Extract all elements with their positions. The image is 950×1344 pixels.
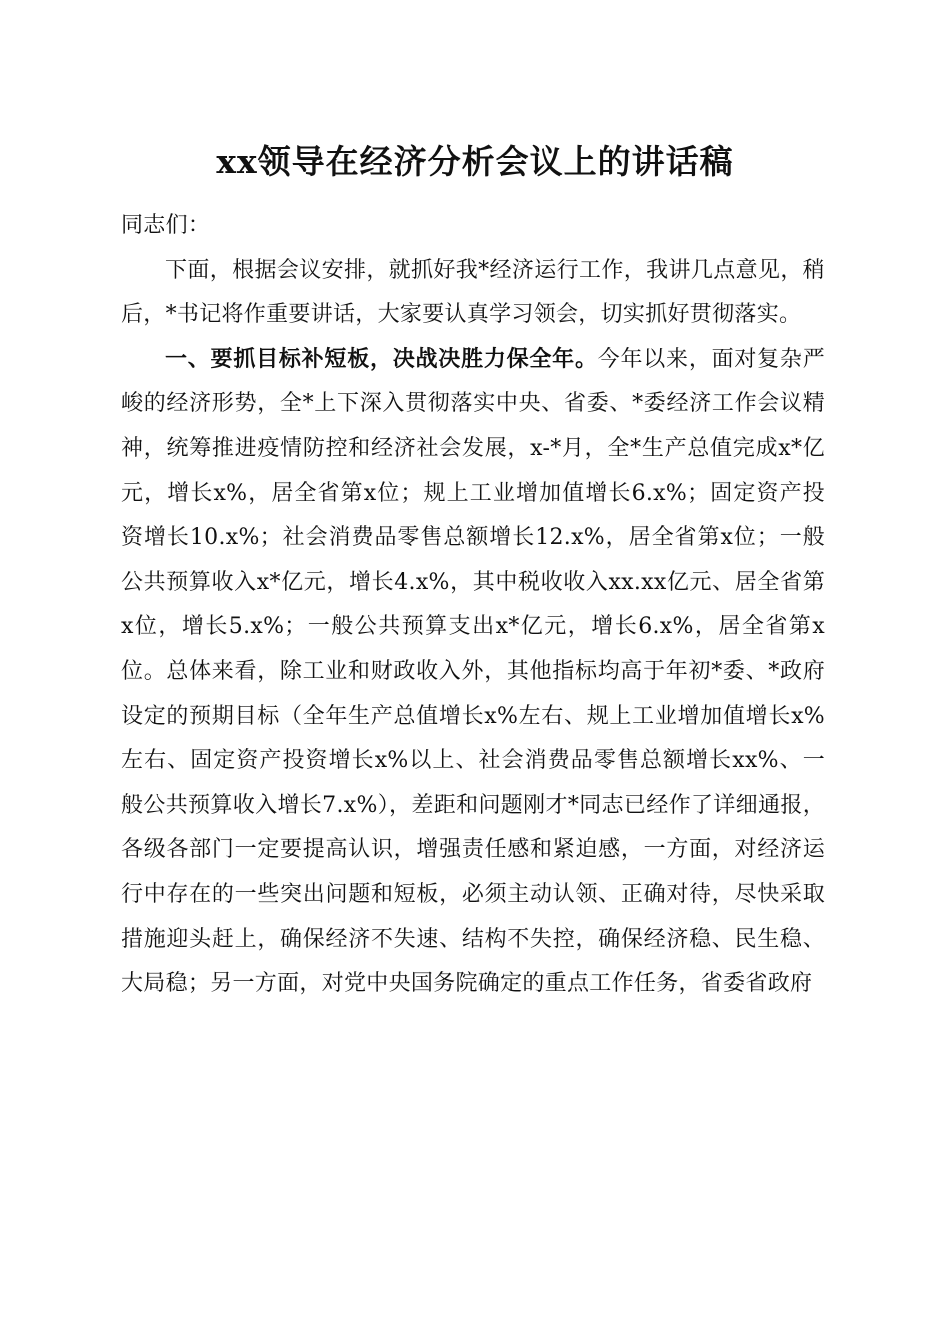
intro-paragraph: 下面，根据会议安排，就抓好我*经济运行工作，我讲几点意见，稍后，*书记将作重要讲话，大家要认真学习领会，切实抓好贯彻落实。 xyxy=(121,257,825,328)
section-1-heading: 一、要抓目标补短板，决战决胜力保全年。 xyxy=(165,346,598,372)
document-body xyxy=(121,204,825,1007)
document-title: xx领导在经济分析会议上的讲话稿 xyxy=(216,142,734,181)
section-1-paragraph xyxy=(121,338,825,1007)
salutation: 同志们： xyxy=(121,213,211,238)
section-1-text: 今年以来，面对复杂严峻的经济形势，全*上下深入贯彻落实中央、省委、*委经济工作会议精神，统筹推进疫情防控和经济社会发展，x-*月，全*生产总值完成x*亿元，增长x%，居全省第x位；规上工业增加值增长6.x%；固定资产投资增长10.x%；社会消费品零售总额增长12.x%，居全省第x位；一般公共预算收入x*亿元，增长4.x%，其中税收收入xx.xx亿元、居全省第x位，增长5.x%；一般公共预算支出x*亿元，增长6.x%，居全省第x位。总体来看，除工业和财政收入外，其他指标均高于年初*委、*政府设定的预期目标（全年生产总值增长x%左右、规上工业增加值增长x%左右、固定资产投资增长x%以上、社会消费品零售总额增长xx%、一般公共预算收入增长7.x%），差距和问题刚才*同志已经作了详细通报，各级各部门一定要提高认识，增强责任感和紧迫感，一方面，对经济运行中存在的一些突出问题和短板，必须主动认领、正确对待，尽快采取措施迎头赶上，确保经济不失速、结构不失控，确保经济稳、民生稳、大局稳；另一方面，对党中央国务院确定的重点工作任务，省委省政府 xyxy=(121,346,825,997)
